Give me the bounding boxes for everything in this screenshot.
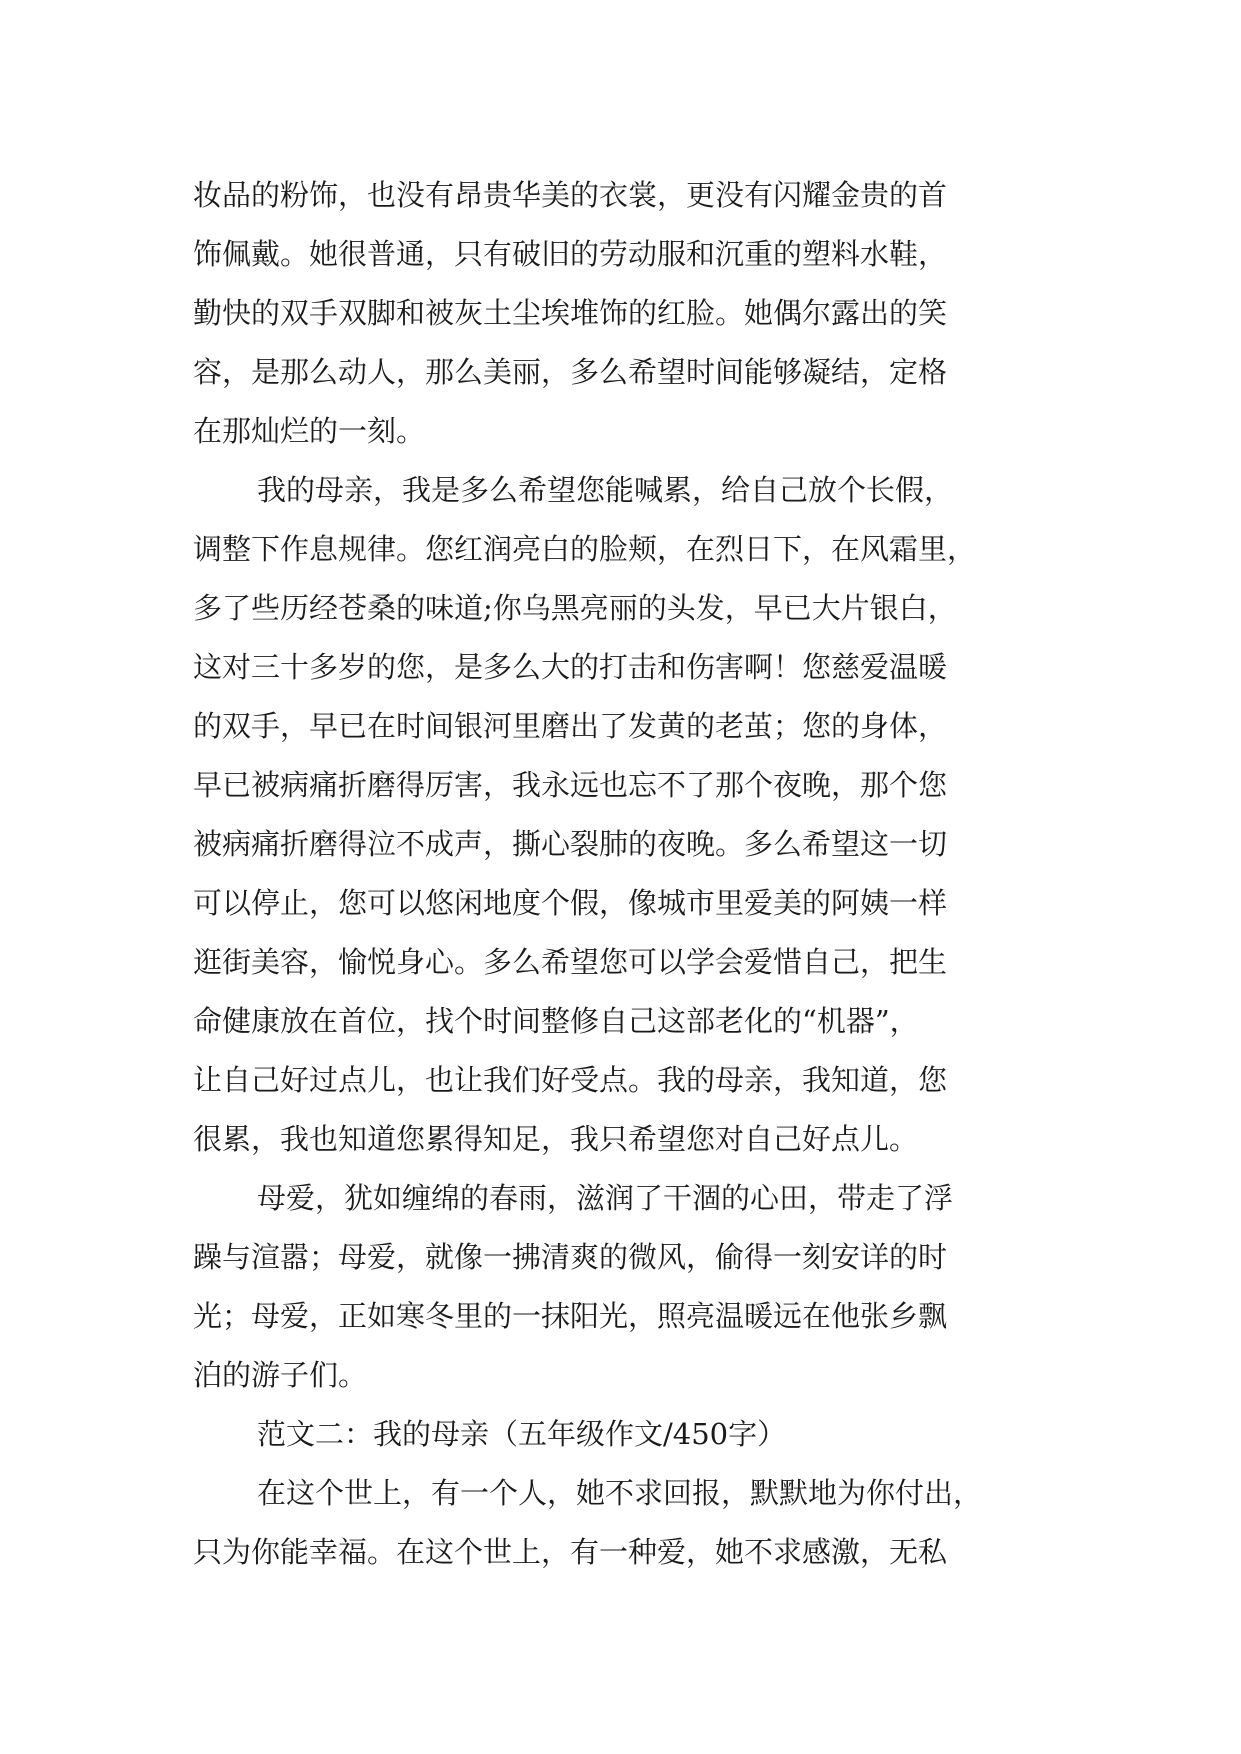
text-line: 可以停止，您可以悠闲地度个假，像城市里爱美的阿姨一样 — [193, 886, 948, 920]
text-line: 妆品的粉饰，也没有昂贵华美的衣裳，更没有闪耀金贵的首 — [193, 178, 948, 212]
text-line: 逛街美容，愉悦身心。多么希望您可以学会爱惜自己，把生 — [193, 945, 948, 979]
text-line: 多了些历经苍桑的味道;你乌黑亮丽的头发，早已大片银白， — [193, 591, 957, 625]
text-line: 调整下作息规律。您红润亮白的脸颊，在烈日下，在风霜里， — [193, 532, 977, 566]
text-line: 躁与渲嚣；母爱，就像一拂清爽的微风，偷得一刻安详的时 — [193, 1240, 948, 1274]
text-line: 容，是那么动人，那么美丽，多么希望时间能够凝结，定格 — [193, 355, 948, 389]
paragraph-start-line: 母爱，犹如缠绵的春雨，滋润了干涸的心田，带走了浮 — [257, 1181, 954, 1215]
text-line: 命健康放在首位，找个时间整修自己这部老化的“机器”， — [193, 1004, 919, 1038]
text-line: 的双手，早已在时间银河里磨出了发黄的老茧；您的身体， — [193, 709, 948, 743]
text-line: 早已被病痛折磨得厉害，我永远也忘不了那个夜晚，那个您 — [193, 768, 948, 802]
essay-text — [193, 166, 1053, 1582]
text-line: 很累，我也知道您累得知足，我只希望您对自己好点儿。 — [193, 1122, 919, 1156]
text-line: 在那灿烂的一刻。 — [193, 414, 426, 448]
paragraph-start-line: 在这个世上，有一个人，她不求回报，默默地为你付出， — [257, 1476, 983, 1510]
section-heading: 范文二：我的母亲（五年级作文/450字） — [257, 1417, 787, 1451]
text-line: 勤快的双手双脚和被灰土尘埃堆饰的红脸。她偶尔露出的笑 — [193, 296, 948, 330]
text-line: 让自己好过点儿，也让我们好受点。我的母亲，我知道，您 — [193, 1063, 948, 1097]
text-line: 这对三十多岁的您，是多么大的打击和伤害啊！您慈爱温暖 — [193, 650, 948, 684]
text-line: 只为你能幸福。在这个世上，有一种爱，她不求感激，无私 — [193, 1535, 948, 1569]
text-line: 被病痛折磨得泣不成声，撕心裂肺的夜晚。多么希望这一切 — [193, 827, 948, 861]
paragraph-start-line: 我的母亲，我是多么希望您能喊累，给自己放个长假， — [257, 473, 954, 507]
text-line: 泊的游子们。 — [193, 1358, 368, 1392]
text-line: 饰佩戴。她很普通，只有破旧的劳动服和沉重的塑料水鞋， — [193, 237, 948, 271]
text-line: 光；母爱，正如寒冬里的一抹阳光，照亮温暖远在他张乡飘 — [193, 1299, 948, 1333]
